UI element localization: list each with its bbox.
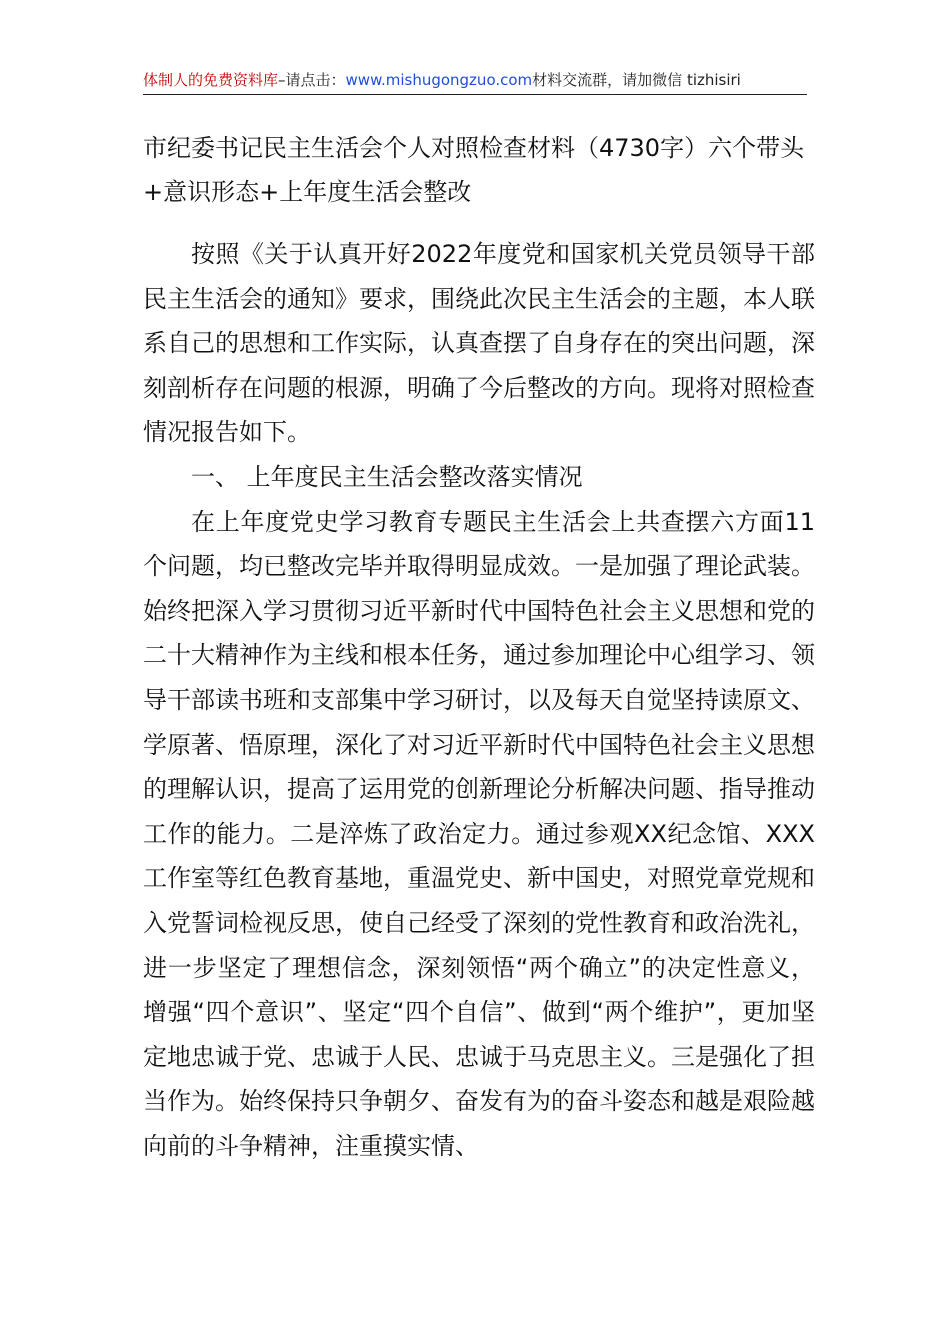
header-contact-text: 材料交流群，请加微信 tizhisiri [532,71,741,89]
header-prompt: –请点击： [278,71,346,89]
header-site-name: 体制人的免费资料库 [143,71,279,89]
section-paragraph: 在上年度党史学习教育专题民主生活会上共查摆六方面11个问题，均已整改完毕并取得明显成效。一是加强了理论武装。始终把深入学习贯彻习近平新时代中国特色社会主义思想和党的二十大精神作为主线和根本任务，通过参加理论中心组学习、领导干部读书班和支部集中学习研讨，以及每天自觉坚持读原文、学原著、悟原理，深化了对习近平新时代中国特色社会主义思想的理解认识，提高了运用党的创新理论分析解决问题、指导推动工作的能力。二是淬炼了政治定力。通过参观XX纪念馆、XXX工作室等红色教育基地，重温党史、新中国史，对照党章党规和入党誓词检视反思，使自己经受了深刻的党性教育和政治洗礼，进一步坚定了理想信念，深刻领悟“两个确立”的决定性意义，增强“四个意识”、坚定“四个自信”、做到“两个维护”，更加坚定地忠诚于党、忠诚于人民、忠诚于马克思主义。三是强化了担当作为。始终保持只争朝夕、奋发有为的奋斗姿态和越是艰险越向前的斗争精神，注重摸实情、 [143,507,815,1160]
intro-paragraph: 按照《关于认真开好2022年度党和国家机关党员领导干部民主生活会的通知》要求，围绕此次民主生活会的主题，本人联系自己的思想和工作实际，认真查摆了自身存在的突出问题，深刻剖析存在问题的根源，明确了今后整改的方向。现将对照检查情况报告如下。 [143,240,815,447]
document-title: 市纪委书记民主生活会个人对照检查材料（4730字）六个带头+意识形态+上年度生活会整改 [143,134,805,206]
header-url-link[interactable]: www.mishugongzuo.com [345,71,533,89]
section-heading: 一、 上年度民主生活会整改落实情况 [191,462,583,491]
page-header [143,66,807,95]
document-body [143,232,815,1168]
